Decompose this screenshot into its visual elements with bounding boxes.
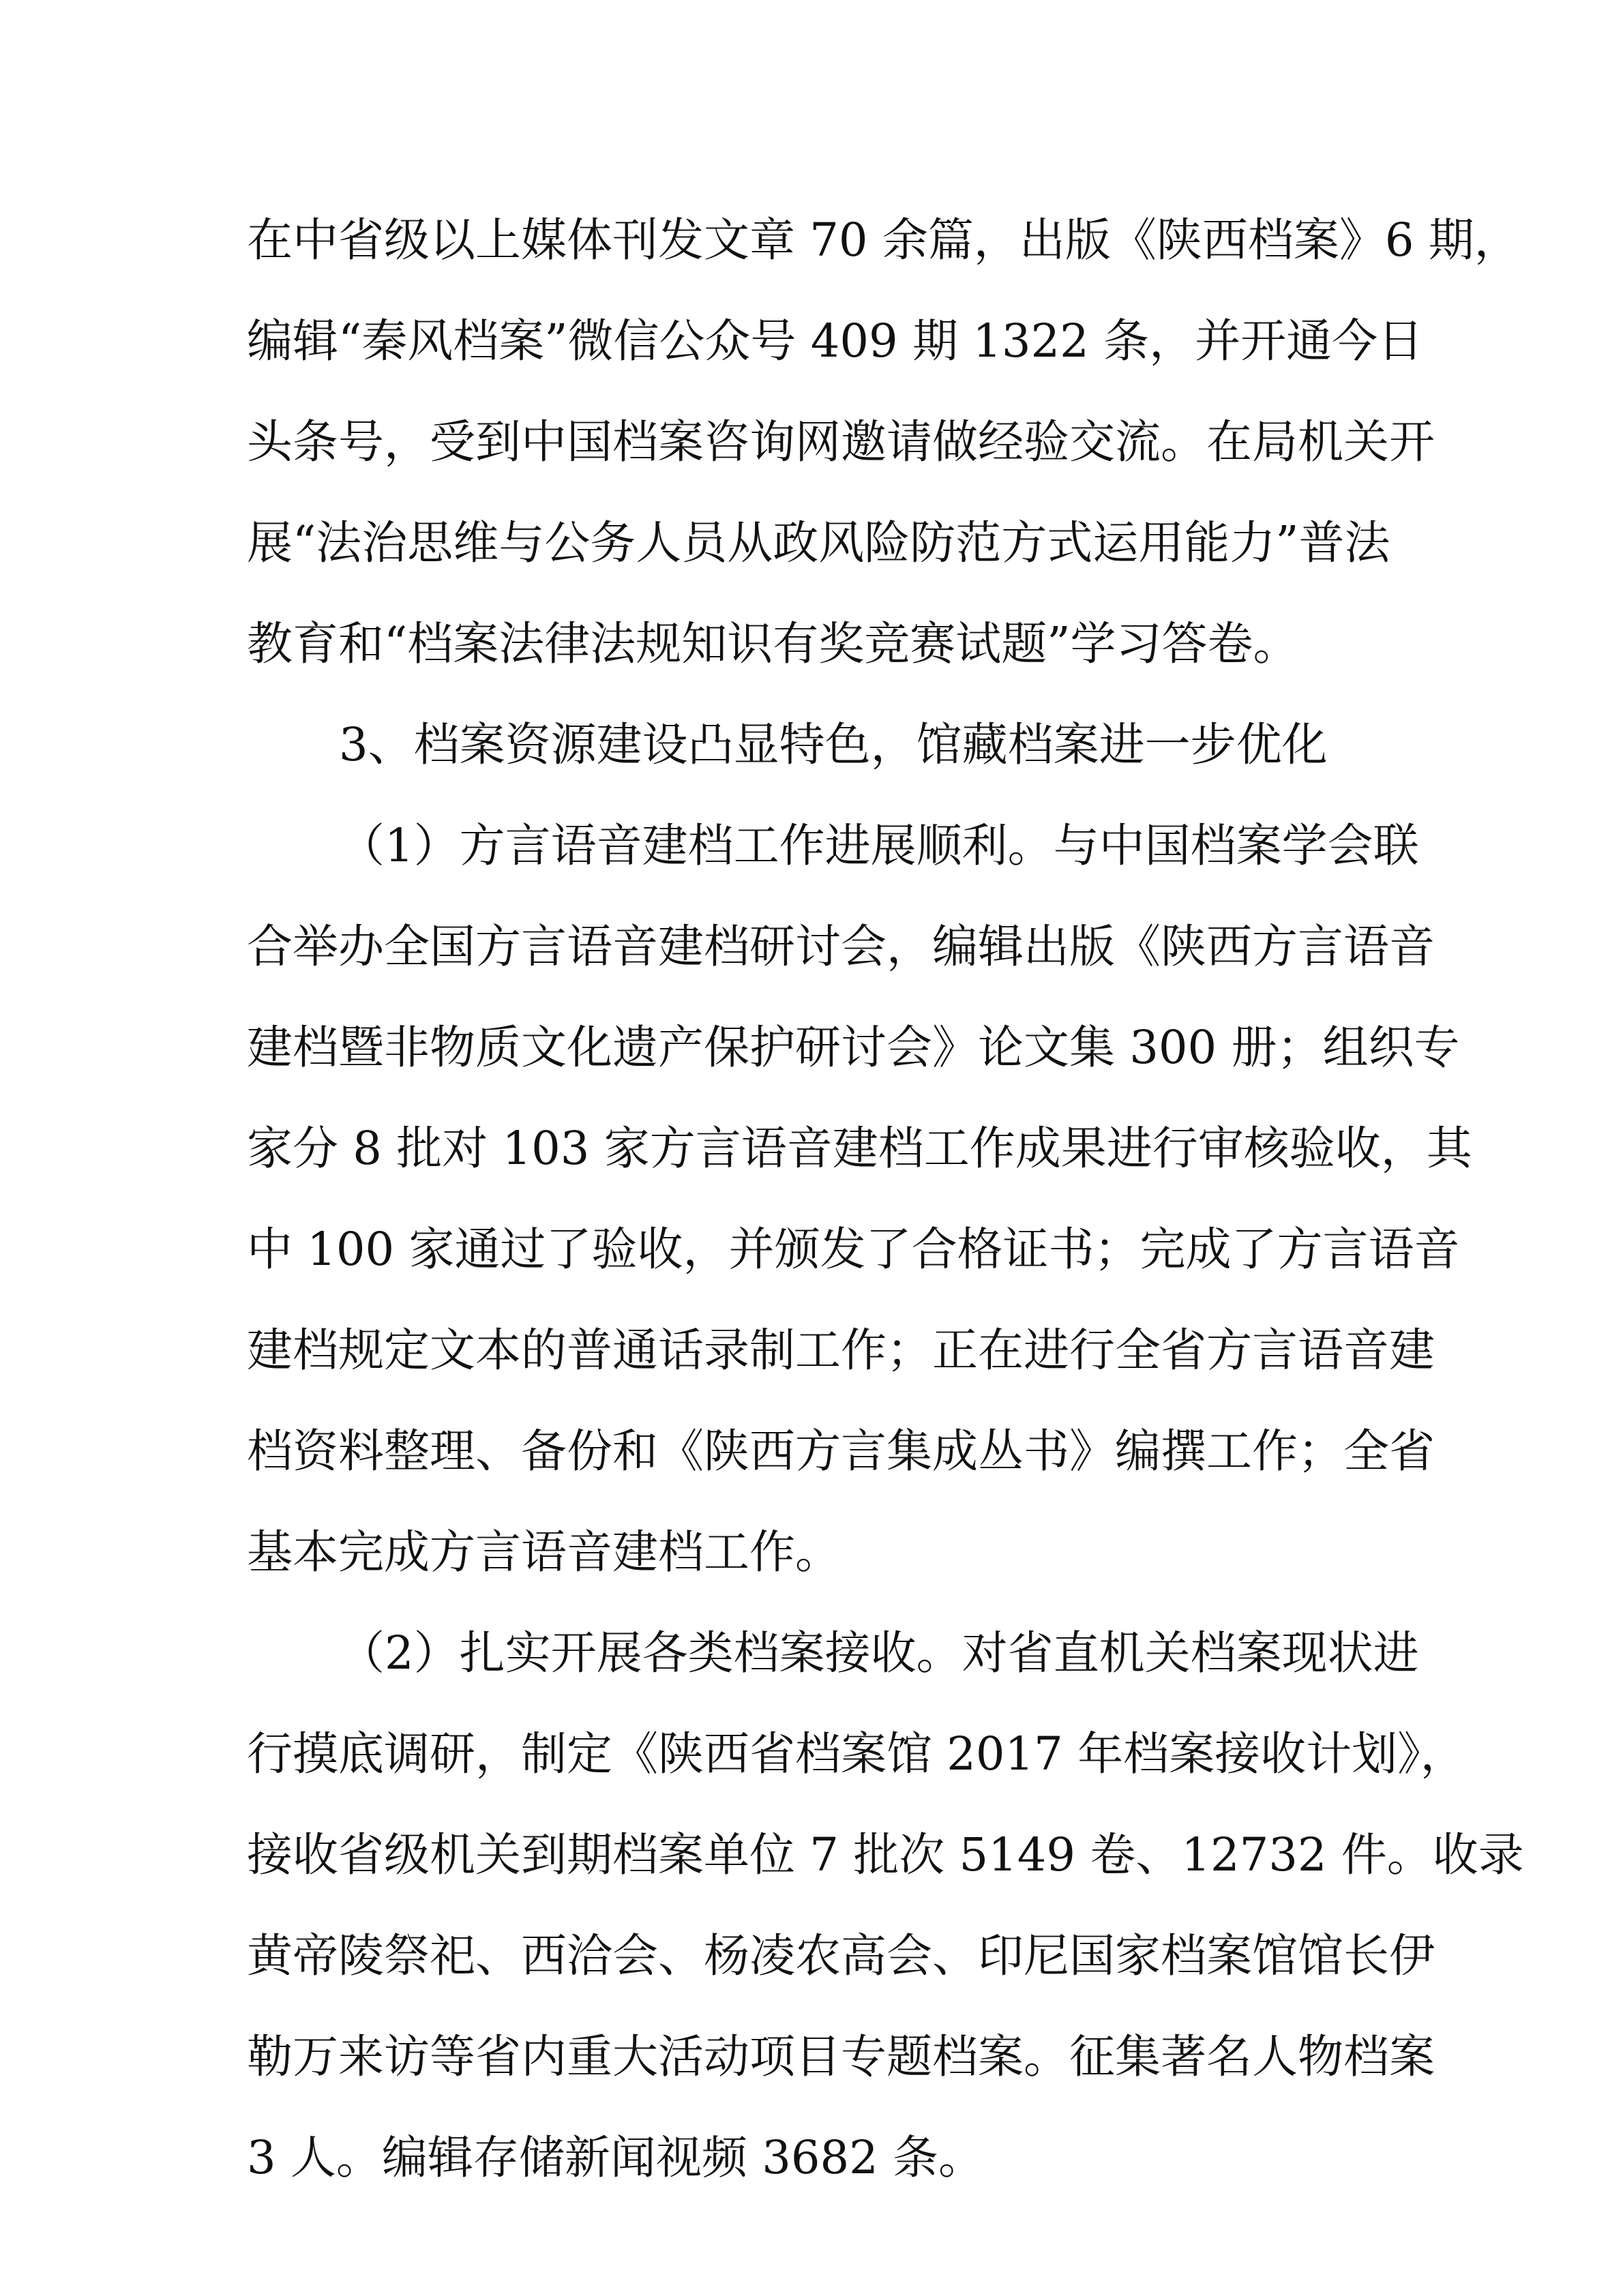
text-line: 合举办全国方言语音建档研讨会，编辑出版《陕西方言语音 [247, 920, 1435, 973]
text-line: 教育和“档案法律法规知识有奖竞赛试题”学习答卷。 [247, 617, 1299, 670]
text-line: （1）方言语音建档工作进展顺利。与中国档案学会联 [339, 819, 1419, 872]
text-line: 3 人。编辑存储新闻视频 3682 条。 [247, 2131, 985, 2184]
text-line: 建档暨非物质文化遗产保护研讨会》论文集 300 册；组织专 [247, 1021, 1460, 1074]
text-line: 基本完成方言语音建档工作。 [247, 1525, 841, 1579]
text-line: 在中省级以上媒体刊发文章 70 余篇，出版《陕西档案》6 期， [247, 213, 1520, 267]
text-line: 编辑“秦风档案”微信公众号 409 期 1322 条，并开通今日 [247, 314, 1424, 368]
text-line: 档资料整理、备份和《陕西方言集成丛书》编撰工作；全省 [247, 1425, 1435, 1478]
text-line: （2）扎实开展各类档案接收。对省直机关档案现状进 [339, 1626, 1419, 1680]
text-line: 头条号，受到中国档案咨询网邀请做经验交流。在局机关开 [247, 415, 1435, 468]
text-line: 建档规定文本的普通话录制工作；正在进行全省方言语音建 [247, 1324, 1435, 1377]
section-heading: 3、档案资源建设凸显特色，馆藏档案进一步优化 [339, 718, 1328, 771]
text-line: 中 100 家通过了验收，并颁发了合格证书；完成了方言语音 [247, 1223, 1460, 1276]
text-line: 行摸底调研，制定《陕西省档案馆 2017 年档案接收计划》， [247, 1727, 1466, 1780]
text-line: 黄帝陵祭祀、西洽会、杨凌农高会、印尼国家档案馆馆长伊 [247, 1929, 1435, 1982]
text-line: 家分 8 批对 103 家方言语音建档工作成果进行审核验收，其 [247, 1122, 1472, 1175]
text-line: 展“法治思维与公务人员从政风险防范方式运用能力”普法 [247, 516, 1390, 569]
text-line: 勒万来访等省内重大活动项目专题档案。征集著名人物档案 [247, 2030, 1435, 2083]
text-line: 接收省级机关到期档案单位 7 批次 5149 卷、12732 件。收录 [247, 1828, 1524, 1881]
